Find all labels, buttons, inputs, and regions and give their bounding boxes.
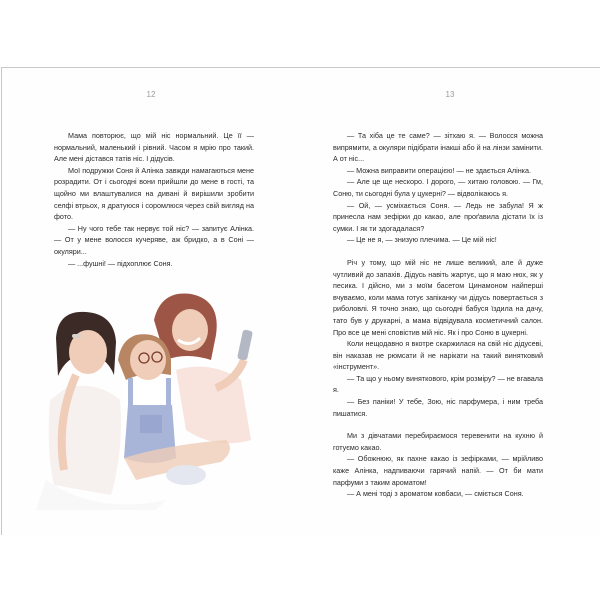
paragraph: — ...фушні! — підхоплює Соня.: [68, 258, 173, 268]
paragraph: — Та хіба це те саме? — зітхаю я. — Волосся можна випрямити, а окуляри підібрати інакші або й на лінзи замінити. А от ніс...: [333, 131, 543, 164]
page-body-text: [333, 130, 543, 500]
paragraph: — Але це ще нескоро. І дорого, — хитаю головою. — Гм, Соню, ти сьогодні була у цукерні? — відволікаюсь я.: [333, 177, 543, 198]
page-body-text: [54, 130, 254, 269]
paragraph: Мама повторює, що мій ніс нормальний. Це її — нормальний, маленький і рівний. Часом я мрію про такий. Але мені дістався татів ніс. І дідусів.: [54, 131, 254, 164]
paragraph: — Можна виправити операцією! — не здається Алінка.: [347, 165, 531, 175]
paragraph: — А мені тоді з ароматом ковбаси, — сміється Соня.: [347, 489, 524, 499]
paragraph: — Та що у ньому виняткового, крім розміру? — не вгавала я.: [333, 373, 543, 395]
paragraph: Річ у тому, що мій ніс не лише великий, але й дуже чутливий до запахів. Дідусь навіть жартує, що я маю нюх, як у песика. І дійсно, ми з моїм басетом Цинамоном найперші вчуваємо, коли мама готує запіканку чи дідусь повертається з риболовлі. Я точно знаю, що сьогодні бабуся їздила на дачу, тато був у друкарні, а мама відвідувала косметичний салон. Про все це мені сповістив мій ніс. Як і про Соню в цукерні.: [333, 257, 543, 337]
selfie-illustration: [36, 280, 276, 510]
paragraph: — Ой, — усміхається Соня. — Ледь не забула! Я ж принесла нам зефірки до какао, але проґавила дістати їх із сумки. І як ти здогадалася?: [333, 200, 543, 233]
left-page: [2, 68, 300, 535]
page-number: 13: [445, 90, 455, 99]
girl-dark-hair: [49, 312, 121, 495]
book-spread: [1, 67, 600, 535]
paragraph: Коли нещодавно я вкотре скаржилася на свій ніс дідусеві, він наказав не рюмсати й не нарікати на такий винятковий «інструмент».: [333, 339, 543, 372]
paragraph: — Обожнюю, як пахне какао із зефірками, — мрійливо каже Алінка, надпиваючи гарячий напій. — От би мати парфуми з таким ароматом!: [333, 454, 543, 487]
paragraph: — Без паніки! У тебе, Зою, ніс парфумера, і ним треба пишатися.: [333, 397, 543, 418]
page-number: 12: [146, 90, 156, 99]
paragraph: Мої подружки Соня й Алінка завжди намагаються мене розрадити. От і сьогодні вони прийшли до мене в гості, та щойно ми влаштувалися на дивані й вирішили зробити селфі втрьох, я дратуюся і соромлюся через свій вигляд на фото.: [54, 165, 254, 222]
right-page: [300, 68, 600, 535]
paragraph: — Ну чого тебе так нервує той ніс? — запитує Алінка. — От у мене волосся кучеряве, аж бридко, а в Соні — окуляри...: [54, 223, 254, 256]
paragraph: — Це не я, — знизую плечима. — Це мій ніс!: [347, 235, 497, 245]
paragraph: Ми з дівчатами перебираємося теревенити на кухню й готуємо какао.: [333, 431, 543, 452]
